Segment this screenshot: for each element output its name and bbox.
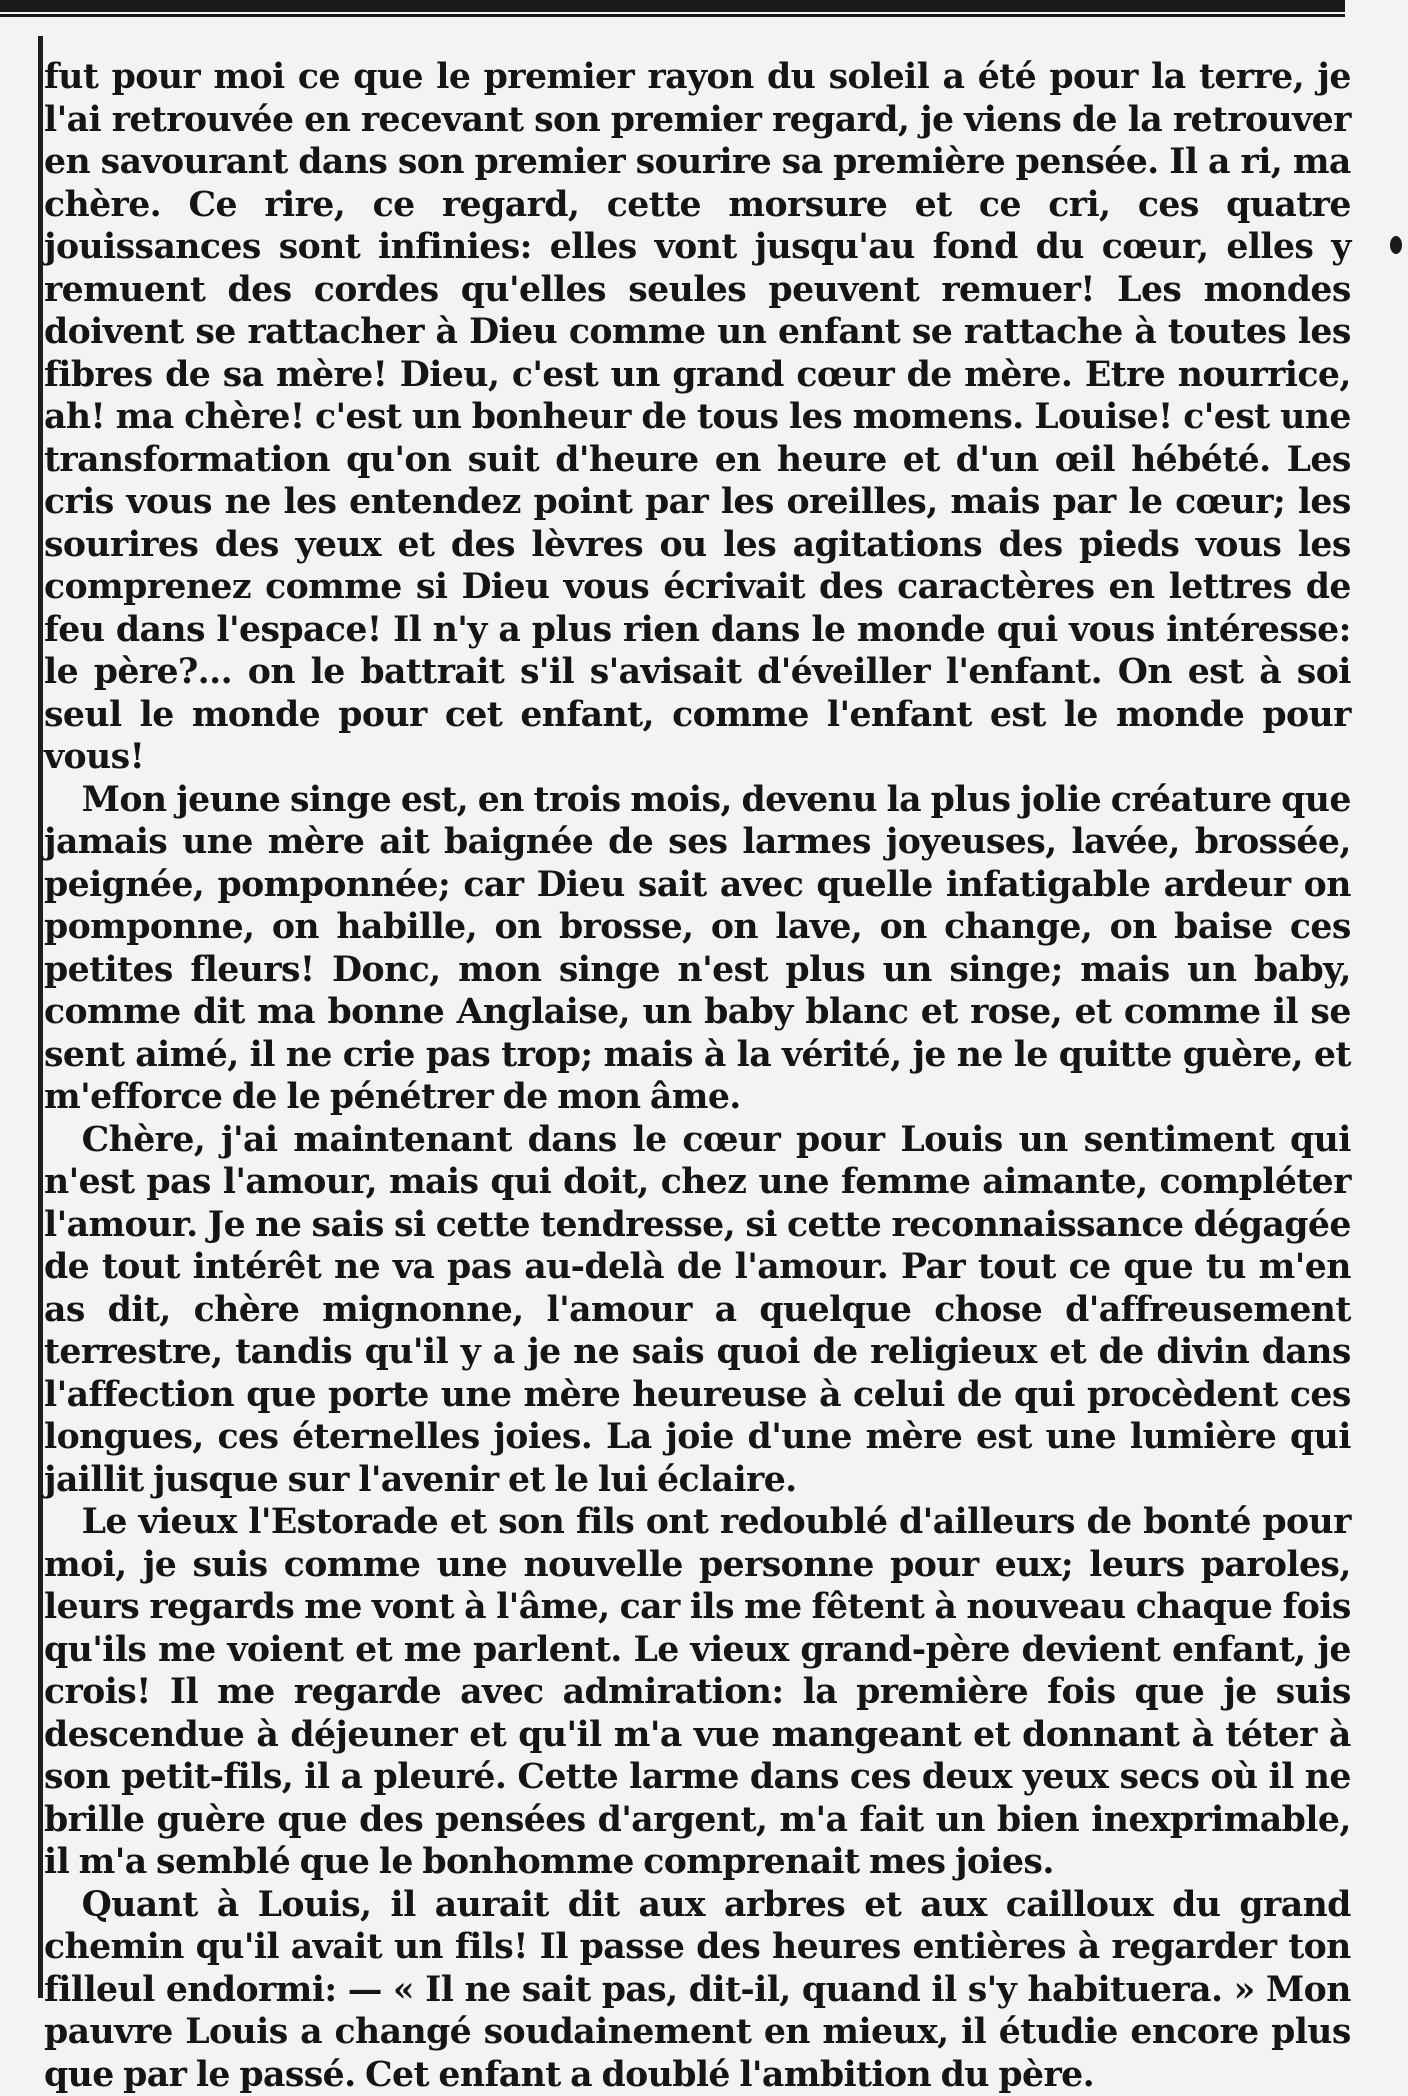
top-border-rule (0, 0, 1345, 12)
paragraph-1: fut pour moi ce que le premier rayon du soleil a été pour la terre, je l'ai retrouvée en recevant son premier regard, je viens de la retrouver en savourant dans son premier sourire sa première pensée. Il a ri, ma chère. Ce rire, ce regard, cette morsure et ce cri, ces quatre jouissances sont infinies: elles vont jusqu'au fond du cœur, elles y remuent des cordes qu'elles seules peuvent remuer! Les mondes doivent se rattacher à Dieu comme un enfant se rattache à toutes les fibres de sa mère! Dieu, c'est un grand cœur de mère. Etre nourrice, ah! ma chère! c'est un bonheur de tous les momens. Louise! c'est une transformation qu'on suit d'heure en heure et d'un œil hébété. Les cris vous ne les entendez point par les oreilles, mais par le cœur; les sourires des yeux et des lèvres ou les agitations des pieds vous les comprenez comme si Dieu vous écrivait des caractères en lettres de feu dans l'espace! Il n'y a plus rien dans le monde qui vous intéresse: le père?... on le battrait s'il s'avisait d'éveiller l'enfant. On est à soi seul le monde pour cet enfant, comme l'enfant est le monde pour vous! (44, 56, 1351, 779)
paragraph-3: Chère, j'ai maintenant dans le cœur pour Louis un sentiment qui n'est pas l'amour, mais qui doit, chez une femme aimante, compléter l'amour. Je ne sais si cette tendresse, si cette reconnaissance dégagée de tout intérêt ne va pas au-delà de l'amour. Par tout ce que tu m'en as dit, chère mignonne, l'amour a quelque chose d'affreusement terrestre, tandis qu'il y a je ne sais quoi de religieux et de divin dans l'affection que porte une mère heureuse à celui de qui procèdent ces longues, ces éternelles joies. La joie d'une mère est une lumière qui jaillit jusque sur l'avenir et le lui éclaire. (44, 1119, 1351, 1502)
paragraph-4: Le vieux l'Estorade et son fils ont redoublé d'ailleurs de bonté pour moi, je suis comme une nouvelle personne pour eux; leurs paroles, leurs regards me vont à l'âme, car ils me fêtent à nouveau chaque fois qu'ils me voient et me parlent. Le vieux grand-père devient enfant, je crois! Il me regarde avec admiration: la première fois que je suis descendue à déjeuner et qu'il m'a vue mangeant et donnant à téter à son petit-fils, il a pleuré. Cette larme dans ces deux yeux secs où il ne brille guère que des pensées d'argent, m'a fait un bien inexprimable, il m'a semblé que le bonhomme comprenait mes joies. (44, 1501, 1351, 1884)
column-left-rule (38, 36, 43, 1998)
article-column (44, 56, 1351, 2096)
top-border-thin-rule (0, 14, 1345, 17)
paragraph-5: Quant à Louis, il aurait dit aux arbres et aux cailloux du grand chemin qu'il avait un fils! Il passe des heures entières à regarder ton filleul endormi: — « Il ne sait pas, dit-il, quand il s'y habituera. » Mon pauvre Louis a changé soudainement en mieux, il étudie encore plus que par le passé. Cet enfant a doublé l'ambition du père. (44, 1884, 1351, 2096)
paragraph-2: Mon jeune singe est, en trois mois, devenu la plus jolie créature que jamais une mère ait baignée de ses larmes joyeuses, lavée, brossée, peignée, pomponnée; car Dieu sait avec quelle infatigable ardeur on pomponne, on habille, on brosse, on lave, on change, on baise ces petites fleurs! Donc, mon singe n'est plus un singe; mais un baby, comme dit ma bonne Anglaise, un baby blanc et rose, et comme il se sent aimé, il ne crie pas trop; mais à la vérité, je ne le quitte guère, et m'efforce de le pénétrer de mon âme. (44, 779, 1351, 1119)
ink-blot-mark (1390, 236, 1402, 254)
